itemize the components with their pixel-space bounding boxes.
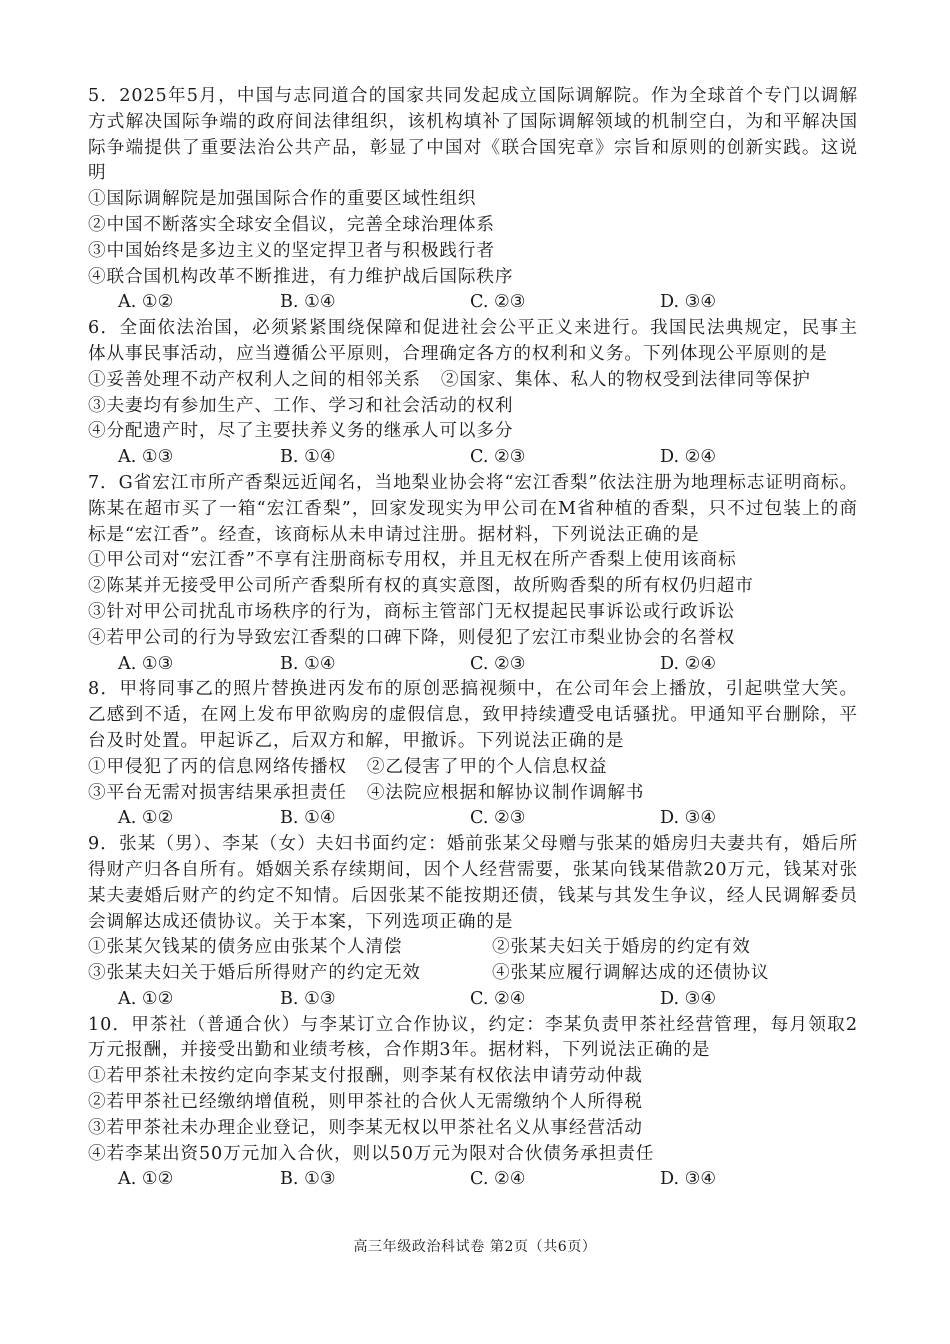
statement-2: ②中国不断落实全球安全倡议，完善全球治理体系	[88, 214, 495, 235]
answer-options	[118, 445, 858, 471]
answer-options	[118, 806, 858, 832]
question-6	[88, 316, 858, 471]
question-7	[88, 471, 858, 677]
page-footer: 高三年级政治科试卷 第2页（共6页）	[353, 1239, 597, 1255]
option-c: C. ②③	[470, 292, 526, 313]
statement-4: ④联合国机构改革不断推进，有力维护战后国际秩序	[88, 266, 514, 287]
statement-1: ①国际调解院是加强国际合作的重要区域性组织	[88, 189, 477, 210]
statement-3: ③平台无需对损害结果承担责任	[88, 782, 347, 803]
option-a: A. ①③	[118, 447, 174, 468]
option-d: D. ②④	[660, 447, 717, 468]
statement-3: ③中国始终是多边主义的坚定捍卫者与积极践行者	[88, 240, 495, 261]
statement-4: ④法院应根据和解协议制作调解书	[366, 782, 645, 803]
statement-row	[88, 368, 858, 394]
statement-2: ②若甲茶社已经缴纳增值税，则甲茶社的合伙人无需缴纳个人所得税	[88, 1092, 643, 1113]
option-c: C. ②③	[470, 653, 526, 674]
option-b: B. ①③	[280, 988, 336, 1009]
statement-3: ③若甲茶社未办理企业登记，则李某无权以甲茶社名义从事经营活动	[88, 1117, 643, 1138]
question-stem: 5．2025年5月，中国与志同道合的国家共同发起成立国际调解院。作为全球首个专门以调解方式解决国际争端的政府间法律组织，该机构填补了国际调解领域的机制空白，为和平解决国际争端提供了重要法治公共产品，彰显了中国对《联合国宪章》宗旨和原则的创新实践。这说明	[88, 86, 858, 184]
statement-2: ②陈某并无接受甲公司所产香梨所有权的真实意图，故所购香梨的所有权仍归超市	[88, 576, 754, 597]
statement-4: ④若李某出资50万元加入合伙，则以50万元为限对合伙债务承担责任	[88, 1143, 655, 1164]
statement-3: ③针对甲公司扰乱市场秩序的行为，商标主管部门无权提起民事诉讼或行政诉讼	[88, 601, 736, 622]
statement-2: ②乙侵害了甲的个人信息权益	[366, 756, 608, 777]
option-d: D. ③④	[660, 988, 717, 1009]
statement-row	[88, 781, 858, 807]
question-stem: 9．张某（男）、李某（女）夫妇书面约定：婚前张某父母赠与张某的婚房归夫妻共有，婚后所得财产归各自所有。婚姻关系存续期间，因个人经营需要，张某向钱某借款20万元，钱某对张某夫妻婚后财产的约定不知情。后因张某不能按期还债，钱某与其发生争议，经人民调解委员会调解达成还债协议。关于本案，下列选项正确的是	[88, 834, 858, 932]
option-a: A. ①②	[118, 808, 174, 829]
question-stem: 6．全面依法治国，必须紧紧围绕保障和促进社会公平正义来进行。我国民法典规定，民事主体从事民事活动，应当遵循公平原则，合理确定各方的权利和义务。下列体现公平原则的是	[88, 318, 858, 364]
question-stem: 8．甲将同事乙的照片替换进丙发布的原创恶搞视频中，在公司年会上播放，引起哄堂大笑。乙感到不适，在网上发布甲欲购房的虚假信息，致甲持续遭受电话骚扰。甲通知平台删除，平台及时处置。甲起诉乙，后双方和解，甲撤诉。下列说法正确的是	[88, 679, 858, 751]
statement-1: ①甲公司对“宏江香”不享有注册商标专用权，并且无权在所产香梨上使用该商标	[88, 550, 737, 571]
statement-1: ①若甲茶社未按约定向李某支付报酬，则李某有权依法申请劳动仲裁	[88, 1066, 643, 1087]
answer-options	[118, 290, 858, 316]
statement-1: ①张某欠钱某的债务应由张某个人清偿	[88, 937, 403, 958]
question-9	[88, 832, 858, 1013]
option-a: A. ①③	[118, 653, 174, 674]
statement-4: ④张某应履行调解达成的还债协议	[492, 963, 770, 984]
statement-1: ①甲侵犯了丙的信息网络传播权	[88, 756, 347, 777]
option-d: D. ③④	[660, 808, 717, 829]
option-c: C. ②④	[470, 1169, 526, 1190]
option-c: C. ②③	[470, 808, 526, 829]
question-stem: 10．甲茶社（普通合伙）与李某订立合作协议，约定：李某负责甲茶社经营管理，每月领取2万元报酬，并接受出勤和业绩考核，合作期3年。据材料，下列说法正确的是	[88, 1014, 858, 1061]
statement-4: ④若甲公司的行为导致宏江香梨的口碑下降，则侵犯了宏江市梨业协会的名誉权	[88, 627, 736, 648]
option-b: B. ①④	[280, 447, 336, 468]
statement-3: ③张某夫妇关于婚后所得财产的约定无效	[88, 963, 421, 984]
option-a: A. ①②	[118, 988, 174, 1009]
question-stem: 7．G省宏江市所产香梨远近闻名，当地梨业协会将“宏江香梨”依法注册为地理标志证明商标。陈某在超市买了一箱“宏江香梨”，回家发现实为甲公司在M省种植的香梨，只不过包装上的商标是“宏江香”。经查，该商标从未申请过注册。据材料，下列说法正确的是	[88, 472, 858, 545]
answer-options	[118, 987, 858, 1013]
question-10	[88, 1013, 858, 1194]
option-a: A. ①②	[118, 1169, 174, 1190]
answer-options	[118, 1167, 858, 1193]
option-b: B. ①④	[280, 292, 336, 313]
option-d: D. ②④	[660, 653, 717, 674]
option-b: B. ①④	[280, 653, 336, 674]
question-5	[88, 84, 858, 316]
option-c: C. ②④	[470, 988, 526, 1009]
statement-row	[88, 961, 858, 987]
option-b: B. ①④	[280, 808, 336, 829]
answer-options	[118, 652, 858, 678]
statement-2: ②张某夫妇关于婚房的约定有效	[492, 937, 751, 958]
statement-2: ②国家、集体、私人的物权受到法律同等保护	[440, 369, 811, 390]
question-8	[88, 677, 858, 832]
option-c: C. ②③	[470, 447, 526, 468]
statement-row	[88, 755, 858, 781]
option-a: A. ①②	[118, 292, 174, 313]
statement-3: ③夫妻均有参加生产、工作、学习和社会活动的权利	[88, 395, 514, 416]
statement-row	[88, 935, 858, 961]
statement-1: ①妥善处理不动产权利人之间的相邻关系	[88, 369, 421, 390]
statement-4: ④分配遗产时，尽了主要扶养义务的继承人可以多分	[88, 421, 514, 442]
option-d: D. ③④	[660, 1169, 717, 1190]
option-d: D. ③④	[660, 292, 717, 313]
exam-page	[88, 84, 858, 1193]
option-b: B. ①③	[280, 1169, 336, 1190]
